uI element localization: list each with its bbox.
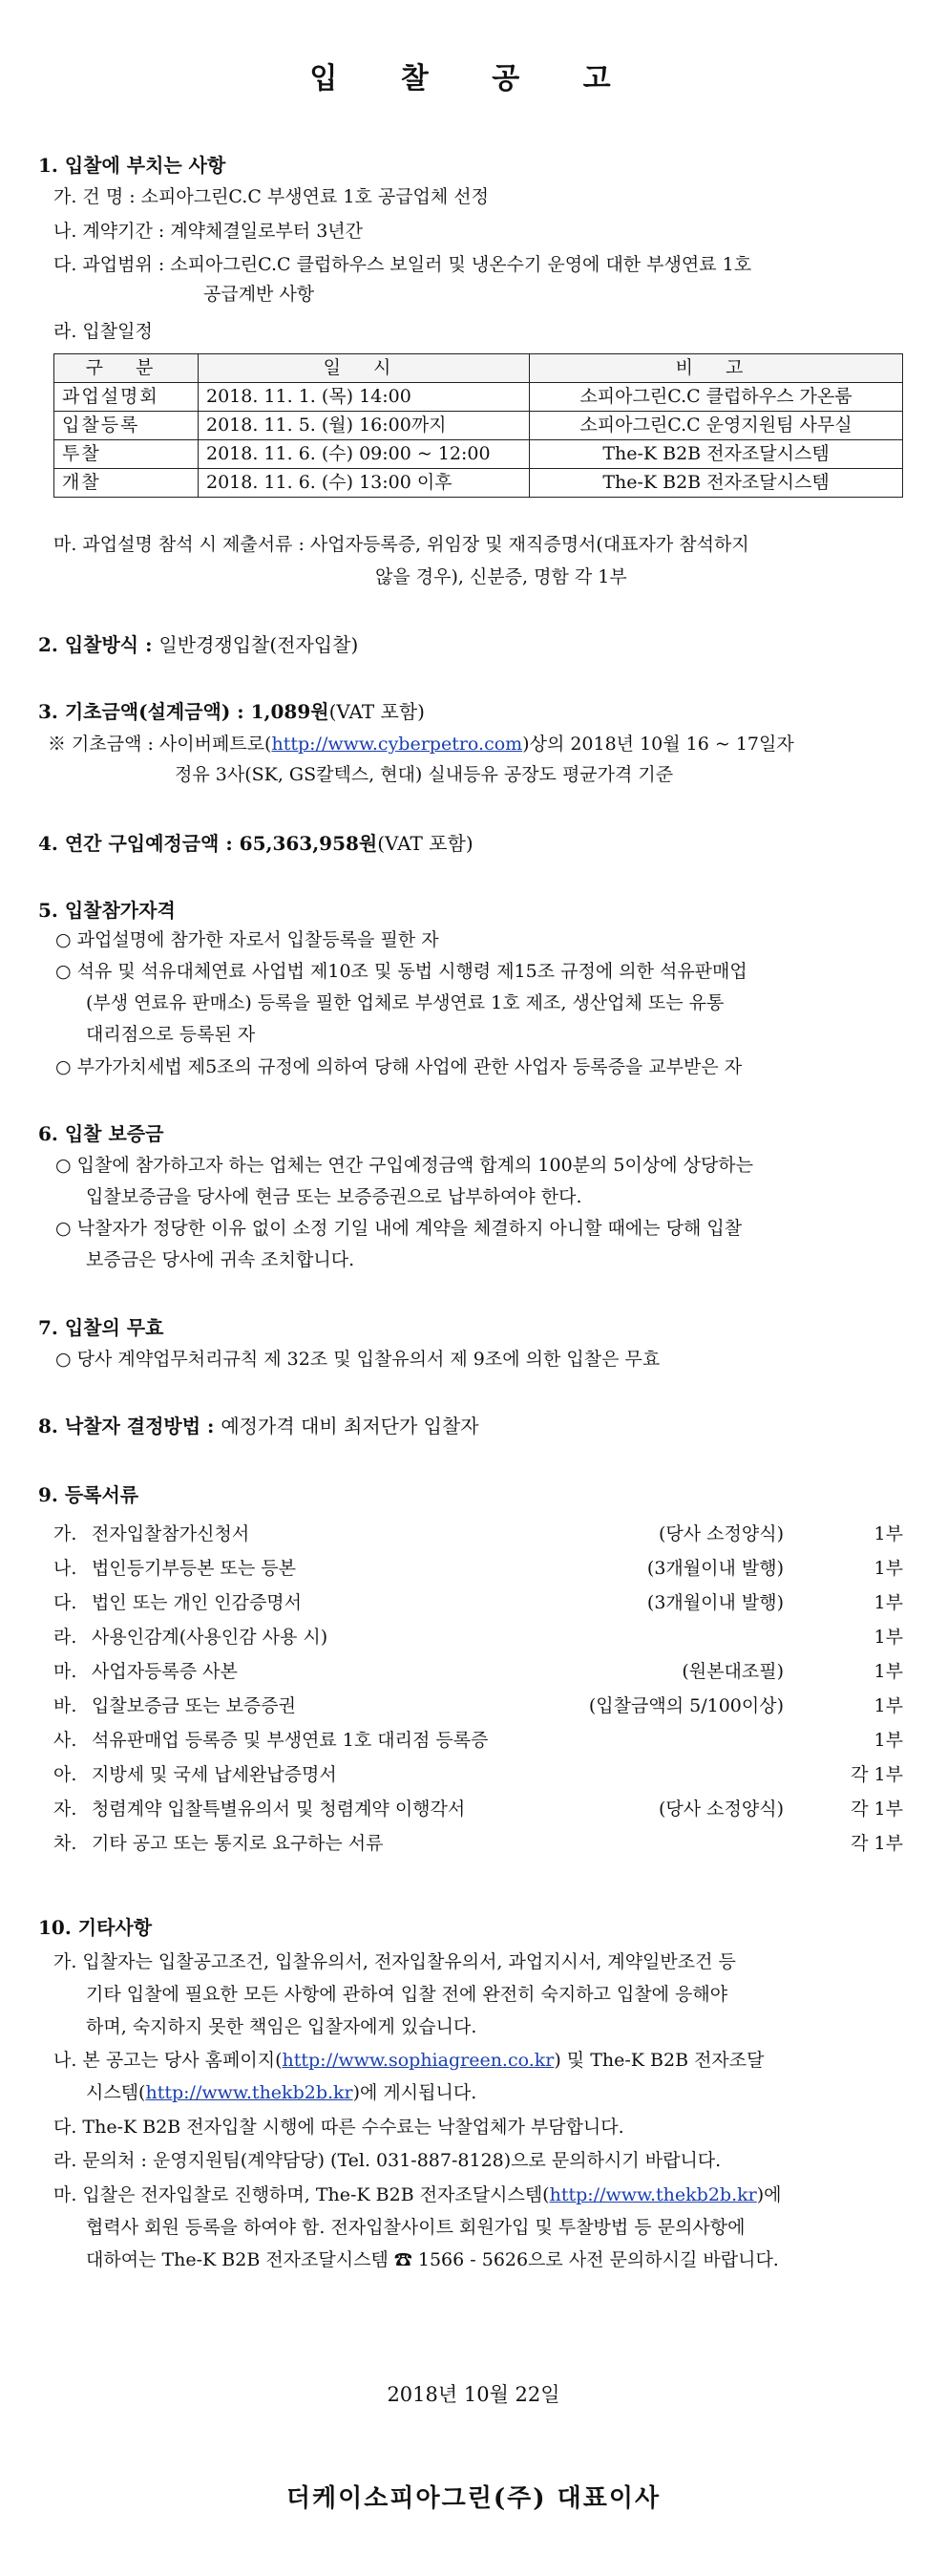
- doc-mark: 사.: [53, 1730, 77, 1751]
- list-item: [53, 1727, 903, 1756]
- s1-item-name: 가. 건 명 : 소피아그린C.C 부생연료 1호 공급업체 선정: [53, 186, 490, 207]
- s7-item-1: ○ 당사 계약업무처리규칙 제 32조 및 입찰유의서 제 9조에 의한 입찰은 무효: [55, 1349, 661, 1370]
- doc-qty: 각 1부: [851, 1833, 903, 1854]
- section-7-heading: 7. 입찰의 무효: [38, 1316, 164, 1339]
- s10-item-e-cont: 협력사 회원 등록을 하여야 함. 전자입찰사이트 회원가입 및 투찰방법 등 문의사항에: [86, 2217, 746, 2238]
- doc-qty: 1부: [873, 1523, 903, 1544]
- doc-note: (3개월이내 발행): [646, 1558, 784, 1579]
- s5-item-2: ○ 석유 및 석유대체연료 사업법 제10조 및 동법 시행령 제15조 규정에 의한 석유판매업: [55, 961, 747, 982]
- s6-item-2: ○ 낙찰자가 정당한 이유 없이 소정 기일 내에 계약을 체결하지 아니할 때에는 당해 입찰: [55, 1218, 743, 1239]
- table-cell: 소피아그린C.C 클럽하우스 가온룸: [530, 383, 903, 412]
- table-row: [54, 469, 903, 498]
- section-9-heading: 9. 등록서류: [38, 1483, 139, 1506]
- notice-date: 2018년 10월 22일: [387, 2383, 560, 2406]
- doc-note: (당사 소정양식): [659, 1523, 784, 1544]
- page-title: 입 찰 공 고: [309, 62, 638, 96]
- section-5-heading: 5. 입찰참가자격: [38, 899, 176, 922]
- doc-name: 사용인감계(사용인감 사용 시): [92, 1627, 328, 1648]
- doc-name: 석유판매업 등록증 및 부생연료 1호 대리점 등록증: [92, 1730, 489, 1751]
- doc-note: (입찰금액의 5/100이상): [588, 1695, 784, 1716]
- doc-name: 입찰보증금 또는 보증증권: [92, 1695, 296, 1716]
- list-item: [53, 1692, 903, 1721]
- s5-item-1: ○ 과업설명에 참가한 자로서 입찰등록을 필한 자: [55, 929, 439, 950]
- company-signature: 더케이소피아그린(주) 대표이사: [285, 2484, 662, 2513]
- table-cell: 투찰: [54, 440, 199, 469]
- doc-name: 청렴계약 입찰특별유의서 및 청렴계약 이행각서: [92, 1799, 466, 1820]
- table-cell: 2018. 11. 5. (월) 16:00까지: [199, 412, 530, 440]
- s10-item-a: 가. 입찰자는 입찰공고조건, 입찰유의서, 전자입찰유의서, 과업지시서, 계약일반조건 등: [53, 1951, 736, 1972]
- table-cell: The-K B2B 전자조달시스템: [530, 440, 903, 469]
- table-row: [54, 412, 903, 440]
- s10-b-post: ) 및 The-K B2B 전자조달: [554, 2050, 765, 2071]
- s10-item-d: 라. 문의처 : 운영지원팀(계약담당) (Tel. 031-887-8128)으로 문의하시기 바랍니다.: [53, 2150, 722, 2171]
- table-header: 비 고: [530, 354, 903, 383]
- table-header-row: [54, 354, 903, 383]
- doc-name: 전자입찰참가신청서: [92, 1523, 250, 1544]
- doc-name: 지방세 및 국세 납세완납증명서: [92, 1764, 337, 1785]
- table-cell: 2018. 11. 1. (목) 14:00: [199, 383, 530, 412]
- s5-item-2-cont2: 대리점으로 등록된 자: [86, 1024, 256, 1045]
- doc-note: (원본대조필): [682, 1661, 784, 1682]
- doc-mark: 마.: [53, 1661, 77, 1682]
- s3-note-cont: 정유 3사(SK, GS칼텍스, 현대) 실내등유 공장도 평균가격 기준: [175, 764, 674, 785]
- section-6-heading: 6. 입찰 보증금: [38, 1122, 164, 1145]
- doc-name: 법인등기부등본 또는 등본: [92, 1558, 296, 1579]
- table-cell: 입찰등록: [54, 412, 199, 440]
- doc-mark: 자.: [53, 1799, 77, 1820]
- s8-label: 8. 낙찰자 결정방법 :: [38, 1415, 215, 1437]
- s1-item-scope: 다. 과업범위 : 소피아그린C.C 클럽하우스 보일러 및 냉온수기 운영에 대한 부생연료 1호: [53, 254, 752, 275]
- doc-note: (3개월이내 발행): [646, 1592, 784, 1613]
- doc-qty: 1부: [873, 1627, 903, 1648]
- section-10-heading: 10. 기타사항: [38, 1916, 153, 1939]
- list-item: [53, 1589, 903, 1618]
- doc-qty: 1부: [873, 1695, 903, 1716]
- doc-qty: 1부: [873, 1592, 903, 1613]
- s2-value: 일반경쟁입찰(전자입찰): [158, 633, 359, 656]
- s8-value: 예정가격 대비 최저단가 입찰자: [221, 1415, 479, 1437]
- doc-qty: 1부: [873, 1730, 903, 1751]
- s3-label: 3. 기초금액(설계금액) : 1,089원: [38, 700, 329, 723]
- s1-item-scope-cont: 공급계반 사항: [203, 284, 315, 305]
- doc-note: (당사 소정양식): [659, 1799, 784, 1820]
- s1-item-schedule: 라. 입찰일정: [53, 321, 153, 342]
- s5-item-2-cont: (부생 연료유 판매소) 등록을 필한 업체로 부생연료 1호 제조, 생산업체 또는 유통: [86, 992, 725, 1013]
- s10-item-e: [53, 2182, 782, 2209]
- s3-note-pre: ※ 기초금액 : 사이버페트로(: [48, 734, 272, 755]
- schedule-table: [53, 353, 903, 498]
- s10-item-a-cont2: 하며, 숙지하지 못한 책임은 입찰자에게 있습니다.: [86, 2016, 477, 2037]
- thekb2b-link-2[interactable]: http://www.thekb2b.kr: [549, 2184, 757, 2205]
- table-cell: 과업설명회: [54, 383, 199, 412]
- list-item: [53, 1830, 903, 1859]
- s6-item-1: ○ 입찰에 참가하고자 하는 업체는 연간 구입예정금액 합계의 100분의 5이상에 상당하는: [55, 1155, 754, 1176]
- section-3-heading: [38, 697, 425, 726]
- doc-mark: 다.: [53, 1592, 77, 1613]
- list-item: [53, 1521, 903, 1549]
- table-cell: 2018. 11. 6. (수) 09:00 ~ 12:00: [199, 440, 530, 469]
- s3-note: [48, 731, 794, 758]
- s2-label: 2. 입찰방식 :: [38, 633, 153, 656]
- s3-note-post: )상의 2018년 10월 16 ~ 17일자: [522, 734, 794, 755]
- doc-qty: 각 1부: [851, 1764, 903, 1785]
- s10-item-e-cont2: 대하여는 The-K B2B 전자조달시스템 ☎ 1566 - 5626으로 사전 문의하시길 바랍니다.: [86, 2249, 779, 2270]
- s1-item-documents: 마. 과업설명 참석 시 제출서류 : 사업자등록증, 위임장 및 재직증명서(대표자가 참석하지: [53, 534, 749, 555]
- section-2-heading: [38, 630, 358, 659]
- table-row: [54, 383, 903, 412]
- doc-mark: 아.: [53, 1764, 77, 1785]
- s5-item-3: ○ 부가가치세법 제5조의 규정에 의하여 당해 사업에 관한 사업자 등록증을 교부받은 자: [55, 1056, 743, 1077]
- s10-e-pre: 마. 입찰은 전자입찰로 진행하며, The-K B2B 전자조달시스템(: [53, 2184, 550, 2205]
- doc-name: 사업자등록증 사본: [92, 1661, 238, 1682]
- doc-name: 기타 공고 또는 통지로 요구하는 서류: [92, 1833, 384, 1854]
- s10-b2-post: )에 게시됩니다.: [352, 2082, 477, 2103]
- doc-qty: 각 1부: [851, 1799, 903, 1820]
- table-header: 일 시: [199, 354, 530, 383]
- list-item: [53, 1796, 903, 1824]
- cyberpetro-link[interactable]: http://www.cyberpetro.com: [271, 734, 523, 755]
- doc-qty: 1부: [873, 1661, 903, 1682]
- s1-item-documents-cont: 않을 경우), 신분증, 명함 각 1부: [375, 566, 627, 587]
- table-cell: The-K B2B 전자조달시스템: [530, 469, 903, 498]
- s4-vat: (VAT 포함): [377, 832, 474, 855]
- table-cell: 개찰: [54, 469, 199, 498]
- table-cell: 소피아그린C.C 운영지원팀 사무실: [530, 412, 903, 440]
- doc-mark: 라.: [53, 1627, 77, 1648]
- section-8-heading: [38, 1412, 479, 1440]
- section-4-heading: [38, 829, 474, 858]
- doc-mark: 차.: [53, 1833, 77, 1854]
- s10-item-a-cont: 기타 입찰에 필요한 모든 사항에 관하여 입찰 전에 완전히 숙지하고 입찰에 응해야: [86, 1984, 728, 2005]
- s3-vat: (VAT 포함): [328, 700, 425, 723]
- s6-item-1-cont: 입찰보증금을 당사에 현금 또는 보증증권으로 납부하여야 한다.: [86, 1186, 582, 1207]
- s4-label: 4. 연간 구입예정금액 : 65,363,958원: [38, 832, 378, 855]
- table-cell: 2018. 11. 6. (수) 13:00 이후: [199, 469, 530, 498]
- table-row: [54, 440, 903, 469]
- sophiagreen-link[interactable]: http://www.sophiagreen.co.kr: [282, 2050, 555, 2071]
- s10-e-post: )에: [756, 2184, 782, 2205]
- doc-qty: 1부: [873, 1558, 903, 1579]
- list-item: [53, 1555, 903, 1584]
- s1-item-period: 나. 계약기간 : 계약체결일로부터 3년간: [53, 221, 363, 242]
- thekb2b-link[interactable]: http://www.thekb2b.kr: [145, 2082, 353, 2103]
- s10-item-b-cont: [86, 2079, 476, 2107]
- doc-name: 법인 또는 개인 인감증명서: [92, 1592, 303, 1613]
- table-header: 구 분: [54, 354, 199, 383]
- doc-mark: 바.: [53, 1695, 77, 1716]
- list-item: [53, 1624, 903, 1652]
- s6-item-2-cont: 보증금은 당사에 귀속 조치합니다.: [86, 1249, 355, 1270]
- doc-mark: 가.: [53, 1523, 77, 1544]
- doc-mark: 나.: [53, 1558, 77, 1579]
- s10-b-pre: 나. 본 공고는 당사 홈페이지(: [53, 2050, 283, 2071]
- s10-b2-pre: 시스템(: [86, 2082, 146, 2103]
- section-1-heading: 1. 입찰에 부치는 사항: [38, 154, 226, 177]
- list-item: [53, 1761, 903, 1790]
- s10-item-b: [53, 2047, 764, 2075]
- s10-item-c: 다. The-K B2B 전자입찰 시행에 따른 수수료는 낙찰업체가 부담합니다.: [53, 2117, 624, 2138]
- list-item: [53, 1658, 903, 1687]
